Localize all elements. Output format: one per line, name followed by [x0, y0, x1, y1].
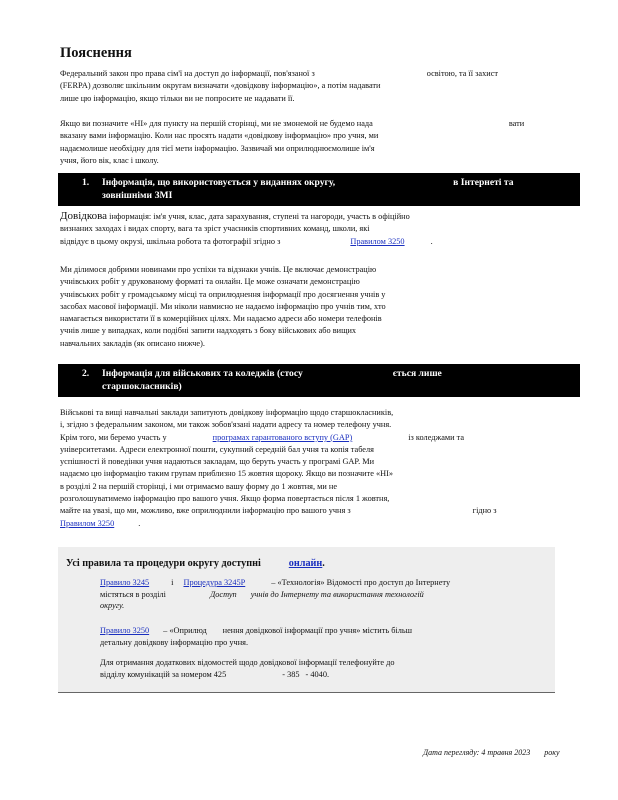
intro-text: лише цю інформацію, якщо тільки ви не попросите не надавати її.	[60, 93, 295, 103]
intro-text: учня, його вік, клас і школу.	[60, 155, 159, 165]
box-title-text: Усі правила та процедури округу доступні	[66, 558, 261, 569]
intro-text: (FERPA) дозволяє шкільним округам визначати «довідкову інформацію», а потім надавати	[60, 81, 381, 91]
box-title: Усі правила та процедури округу доступні онлайн.	[66, 558, 325, 569]
revision-date-text: Дата перегляду: 4 травня 2023	[423, 748, 531, 757]
lead-word: Довідкова	[60, 210, 108, 222]
section-text: розголошуватимемо інформацію про вашого учня. Якщо форма повертається після 1 жовтня,	[60, 494, 390, 504]
bullet-text: округу.	[100, 601, 125, 610]
intro-paragraph-2	[60, 118, 560, 167]
gap-programs-link[interactable]: програмах гарантованого вступу (GAP)	[212, 432, 353, 442]
section-number: 2.	[82, 368, 90, 379]
bullet-text: Доступ	[209, 589, 237, 599]
section-text: Ми ділимося добрими новинами про успіхи та відзнаки учнів. Це включає демонстрацію	[60, 265, 377, 274]
section-text: університетами. Адреси електронної пошти, сукупний середній бал учня та копія табеля	[60, 444, 374, 454]
bullet-text: і	[171, 578, 174, 587]
revision-date-text: року	[544, 748, 560, 757]
section-text: Військові та вищі навчальні заклади запитують довідкову інформацію щодо старшокласників,	[60, 408, 394, 417]
section-text: надаємо цю інформацію таким групам приблизно 15 жовтня щороку. Якщо ви позначите «НІ»	[60, 469, 394, 479]
section-text: відвідує в цьому окрузі, шкільна робота та фотографії згідно з	[60, 236, 281, 246]
section-text: визнаних заходах і видах спорту, вага та зріст учасників спортивних команд, школи, які	[60, 224, 370, 234]
section-1-paragraph-2	[60, 264, 560, 350]
procedure-3245p-link[interactable]: Процедура 3245P	[183, 578, 246, 587]
section-1-paragraph-1: Довідкова інформація: ім'я учня, клас, дата зарахування, ступені та нагороди, участь в офіційно визнаних заходах і видах спорту, вага та зріст учасників спортивних команд, школи, які відвідує в цьому окрузі, шкільна робота та фотографії згідно з Правилом 3250 .	[60, 210, 433, 246]
page-title: Пояснення	[60, 45, 132, 61]
bullet-text: Для отримання додаткових відомостей щодо довідкової інформації телефонуйте до	[100, 658, 395, 667]
policy-3245-link[interactable]: Правило 3245	[100, 578, 150, 587]
intro-paragraph-1	[60, 68, 560, 105]
section-text: засобах масової інформації. Ми ніколи навмисно не надаємо інформацію про учнів тим, хто	[60, 301, 386, 311]
policy-3250-link[interactable]: Правило 3250	[100, 626, 150, 635]
section-title: зовнішніми ЗМІ	[102, 189, 173, 201]
policy-3250-link[interactable]: Правилом 3250	[60, 518, 115, 528]
section-text: учнівських робіт у громадському місці та оприлюднення інформації про досягнення учнів у	[60, 289, 386, 299]
policies-info-box	[58, 547, 555, 693]
intro-text: Федеральний закон про права сім'ї на доступ до інформації, пов'язаної з	[60, 69, 315, 78]
bullet-text: – «Технологія» Відомості про доступ до Інтернету	[271, 578, 451, 587]
intro-text: Якщо ви позначите «НІ» для пункту на першій сторінці, ми не змонемой не будемо нада	[60, 119, 373, 128]
section-2-header	[58, 364, 580, 397]
section-text: майте на увазі, що ми, можливо, вже оприлюднили інформацію про вашого учня з	[60, 506, 351, 516]
intro-text: освітою, та її захист	[426, 69, 499, 78]
section-text: із коледжами та	[408, 432, 465, 442]
section-1-header	[58, 173, 580, 206]
bullet-item-2	[100, 625, 500, 648]
section-text: в розділі 2 на першій сторінці, і ми отримаємо вашу форму до 1 жовтня, ми не	[60, 481, 337, 491]
section-title: Інформація, що використовується у виданнях округу,	[102, 177, 336, 188]
online-link[interactable]: онлайн	[288, 558, 323, 569]
section-title: старшокласників)	[102, 380, 182, 392]
section-title: в Інтернеті та	[453, 177, 514, 188]
bullet-text: містяться в розділі	[100, 589, 166, 599]
revision-date	[423, 748, 560, 757]
section-text: намагається використати її в комерційних цілях. Ми надаємо адреси або номери телефонів	[60, 314, 382, 324]
section-title: Інформація для військових та коледжів (стосу	[102, 368, 303, 379]
section-number: 1.	[82, 177, 90, 188]
section-text: інформація: ім'я учня, клас, дата зарахування, ступені та нагороди, участь в офіційно	[107, 212, 410, 221]
bullet-item-1	[100, 577, 500, 612]
intro-text: вказану вами інформацію. Коли нас просять надати «довідкову інформацію» про учня, ми	[60, 131, 379, 141]
bullet-item-3	[100, 657, 500, 680]
section-text: Крім того, ми беремо участь у	[60, 432, 167, 442]
section-text: учнів лише у випадках, коли подібні запити надходять з боку військових або вищих	[60, 326, 357, 336]
bullet-text: відділу комунікацій за номером 425	[100, 669, 227, 679]
section-2-paragraph: Військові та вищі навчальні заклади запитують довідкову інформацію щодо старшокласників, і, згідно з федеральним законом, ми також зобов'язані надати адресу та номер телефону учня. Крім того, ми беремо участь у програмах гарантованого вступу (GAP) із коледжами та університетами. Адреси електронної пошти, сукупний середній бал учня та копія табеля успішності й поведінки учня надаються закладам, що беруть участь у програмі GAP. Ми надаємо цю інформацію таким групам приблизно 15 жовтня щороку. Якщо ви позначите «НІ» в розділі 2 на першій сторінці, і ми отримаємо вашу форму до 1 жовтня, ми не розголошуватимемо інформацію про вашого учня. Якщо форма повертається після 1 жовтня, майте на увазі, що ми, можливо, вже оприлюднили інформацію про вашого учня з гідно з Правилом 3250 .	[60, 408, 497, 528]
section-text: гідно з	[472, 506, 497, 516]
section-title: ється лише	[392, 368, 442, 379]
section-text: успішності й поведінки учня надаються закладам, що беруть участь у програмі GAP. Ми	[60, 457, 375, 467]
bullet-text: учнів до Інтернету та використання технологій	[250, 589, 424, 599]
bullet-text: нення довідкової інформації про учня» містить більш	[222, 626, 413, 635]
bullet-text: - 385	[282, 669, 300, 679]
bullet-text: - 4040.	[305, 669, 330, 679]
policy-3250-link[interactable]: Правилом 3250	[350, 236, 405, 246]
section-text: навчальних закладів (як описано нижче).	[60, 338, 205, 348]
section-text: і, згідно з федеральним законом, ми також зобов'язані надати адресу та номер телефону учня.	[60, 420, 392, 430]
bullet-text: – «Оприлюд	[163, 626, 207, 635]
intro-text: вати	[508, 119, 525, 128]
section-text: учнівських робіт у друкованому форматі та онлайн. Це може означати демонстрацію	[60, 277, 360, 287]
bullet-text: детальну довідкову інформацію про учня.	[100, 637, 249, 647]
intro-text: надаємолише необхідну для тієї мети інформацію. Зазвичай ми оприлюднюємолише ім'я	[60, 143, 375, 153]
